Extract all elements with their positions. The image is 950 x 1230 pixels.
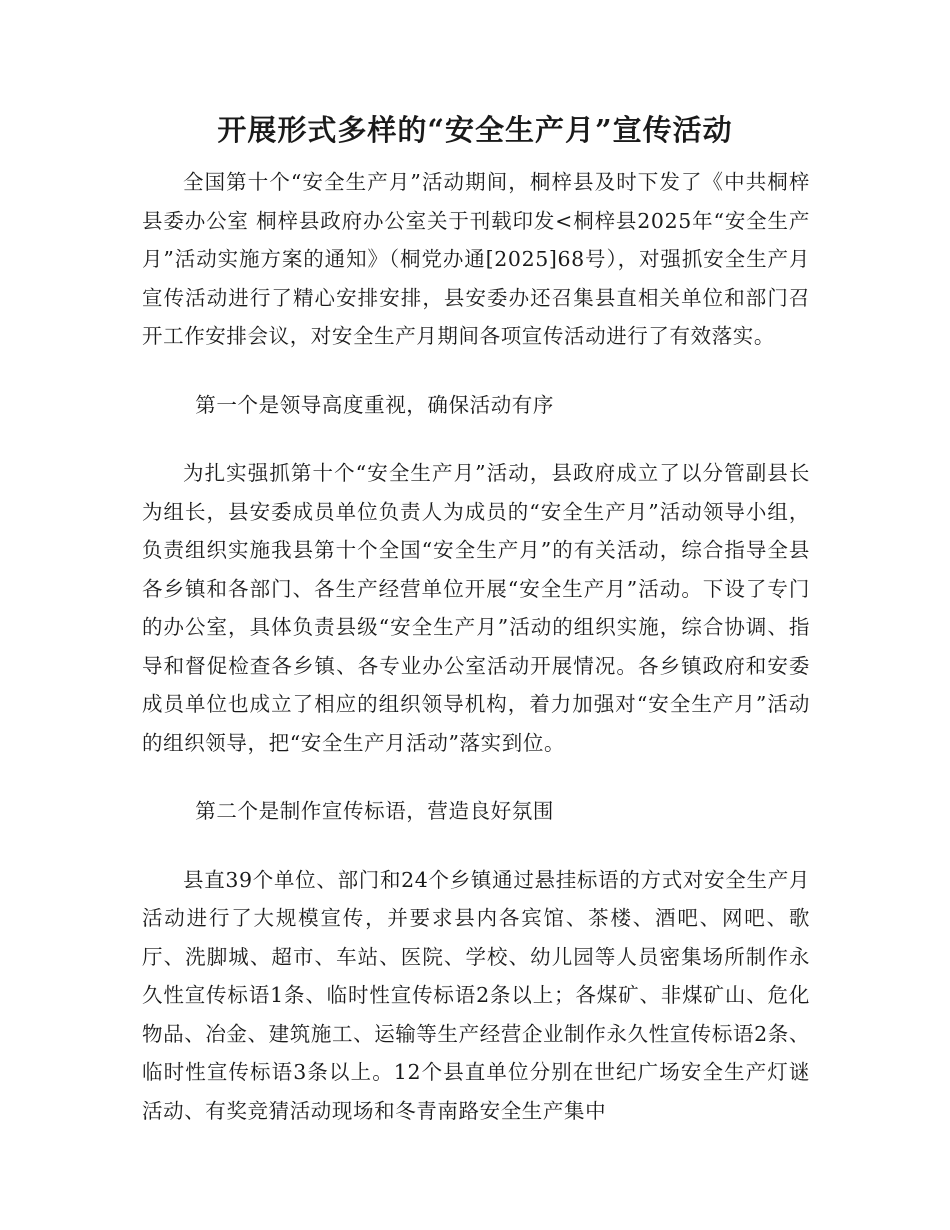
document-body [142,163,810,1130]
document-title: 开展形式多样的“安全生产月”宣传活动 [217,113,733,147]
section-1-paragraph: 为扎实强抓第十个“安全生产月”活动，县政府成立了以分管副县长为组长，县安委成员单位负责人为成员的“安全生产月”活动领导小组，负责组织实施我县第十个全国“安全生产月”的有关活动，综合指导全县各乡镇和各部门、各生产经营单位开展“安全生产月”活动。下设了专门的办公室，具体负责县级“安全生产月”活动的组织实施，综合协调、指导和督促检查各乡镇、各专业办公室活动开展情况。各乡镇政府和安委成员单位也成立了相应的组织领导机构，着力加强对“安全生产月”活动的组织领导，把“安全生产月活动”落实到位。 [142,461,810,755]
section-heading-1: 第一个是领导高度重视，确保活动有序 [195,392,554,417]
section-2-paragraph: 县直39个单位、部门和24个乡镇通过悬挂标语的方式对安全生产月活动进行了大规模宣传，并要求县内各宾馆、茶楼、酒吧、网吧、歌厅、洗脚城、超市、车站、医院、学校、幼儿园等人员密集场所制作永久性宣传标语1条、临时性宣传标语2条以上；各煤矿、非煤矿山、危化物品、冶金、建筑施工、运输等生产经营企业制作永久性宣传标语2条、临时性宣传标语3条以上。12个县直单位分别在世纪广场安全生产灯谜活动、有奖竞猜活动现场和冬青南路安全生产集中 [142,867,810,1123]
intro-paragraph: 全国第十个“安全生产月”活动期间，桐梓县及时下发了《中共桐梓县委办公室 桐梓县政府办公室关于刊载印发<桐梓县2025年“安全生产月”活动实施方案的通知》（桐党办通[2025]68号），对强抓安全生产月宣传活动进行了精心安排安排，县安委办还召集县直相关单位和部门召开工作安排会议，对安全生产月期间各项宣传活动进行了有效落实。 [142,170,810,348]
section-heading-2: 第二个是制作宣传标语，营造良好氛围 [195,799,554,823]
